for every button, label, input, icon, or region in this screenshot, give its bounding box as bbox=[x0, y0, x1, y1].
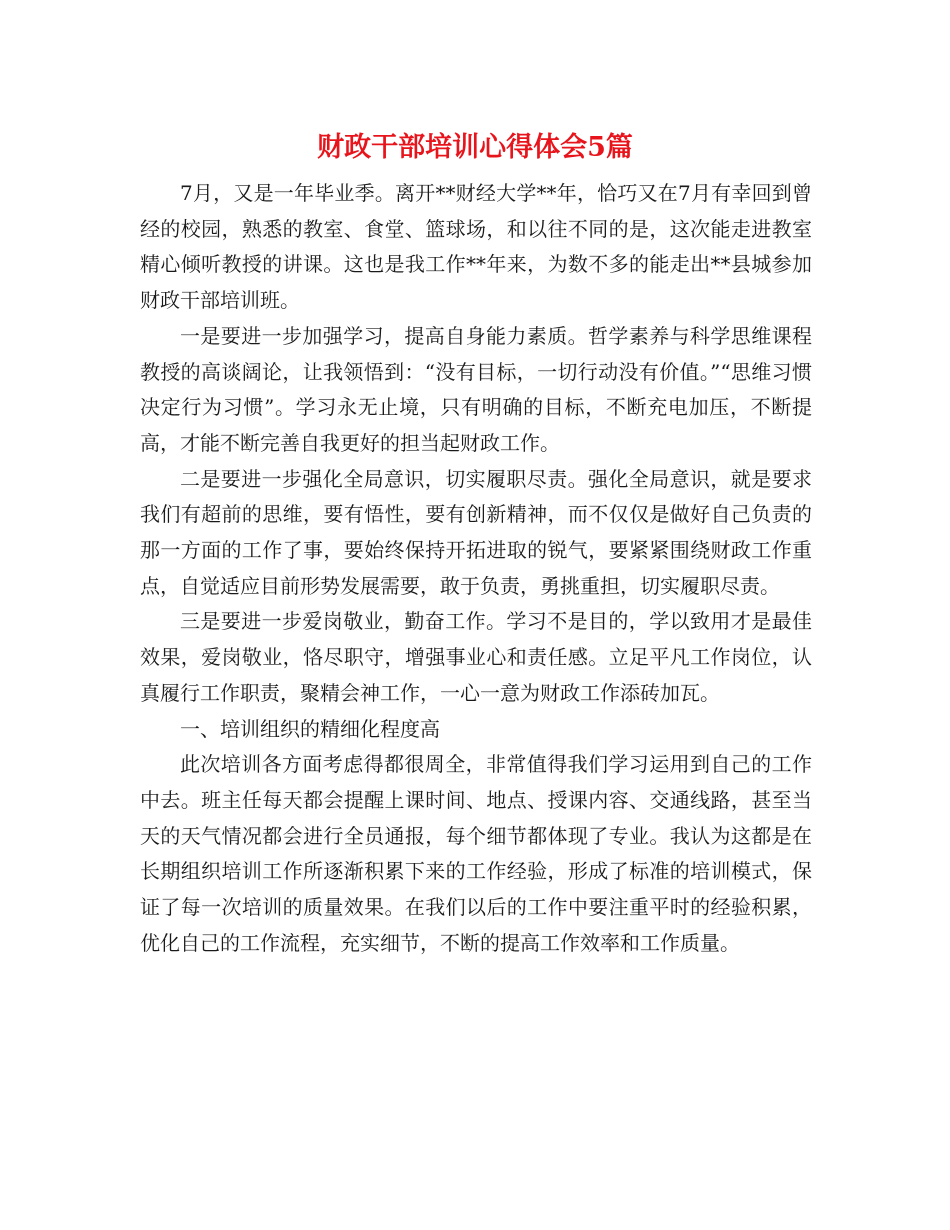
paragraph-section-one: 此次培训各方面考虑得都很周全，非常值得我们学习运用到自己的工作中去。班主任每天都会提醒上课时间、地点、授课内容、交通线路，甚至当天的天气情况都会进行全员通报，每个细节都体现了专业。我认为这都是在长期组织培训工作所逐渐积累下来的工作经验，形成了标准的培训模式，保证了每一次培训的质量效果。在我们以后的工作中要注重平时的经验积累，优化自己的工作流程，充实细节，不断的提高工作效率和工作质量。 bbox=[140, 752, 812, 955]
document-body bbox=[140, 176, 812, 961]
paragraph-intro: 7月，又是一年毕业季。离开**财经大学**年，恰巧又在7月有幸回到曾经的校园，熟悉的教室、食堂、篮球场，和以往不同的是，这次能走进教室精心倾听教授的讲课。这也是我工作**年来，为数不多的能走出**县城参加财政干部培训班。 bbox=[140, 181, 812, 313]
paragraph-point-three: 三是要进一步爱岗敬业，勤奋工作。学习不是目的，学以致用才是最佳效果，爱岗敬业，恪尽职守，增强事业心和责任感。立足平凡工作岗位，认真履行工作职责，聚精会神工作，一心一意为财政工作添砖加瓦。 bbox=[140, 609, 812, 705]
paragraph-point-two: 二是要进一步强化全局意识，切实履职尽责。强化全局意识，就是要求我们有超前的思维，要有悟性，要有创新精神，而不仅仅是做好自己负责的那一方面的工作了事，要始终保持开拓进取的锐气，要紧紧围绕财政工作重点，自觉适应目前形势发展需要，敢于负责，勇挑重担，切实履职尽责。 bbox=[140, 466, 812, 598]
section-heading-one: 一、培训组织的精细化程度高 bbox=[180, 716, 440, 741]
document-title: 财政干部培训心得体会5篇 bbox=[317, 132, 633, 163]
paragraph-point-one: 一是要进一步加强学习，提高自身能力素质。哲学素养与科学思维课程教授的高谈阔论，让我领悟到：“没有目标，一切行动没有价值。”“思维习惯决定行为习惯”。学习永无止境，只有明确的目标，不断充电加压，不断提高，才能不断完善自我更好的担当起财政工作。 bbox=[140, 323, 812, 455]
